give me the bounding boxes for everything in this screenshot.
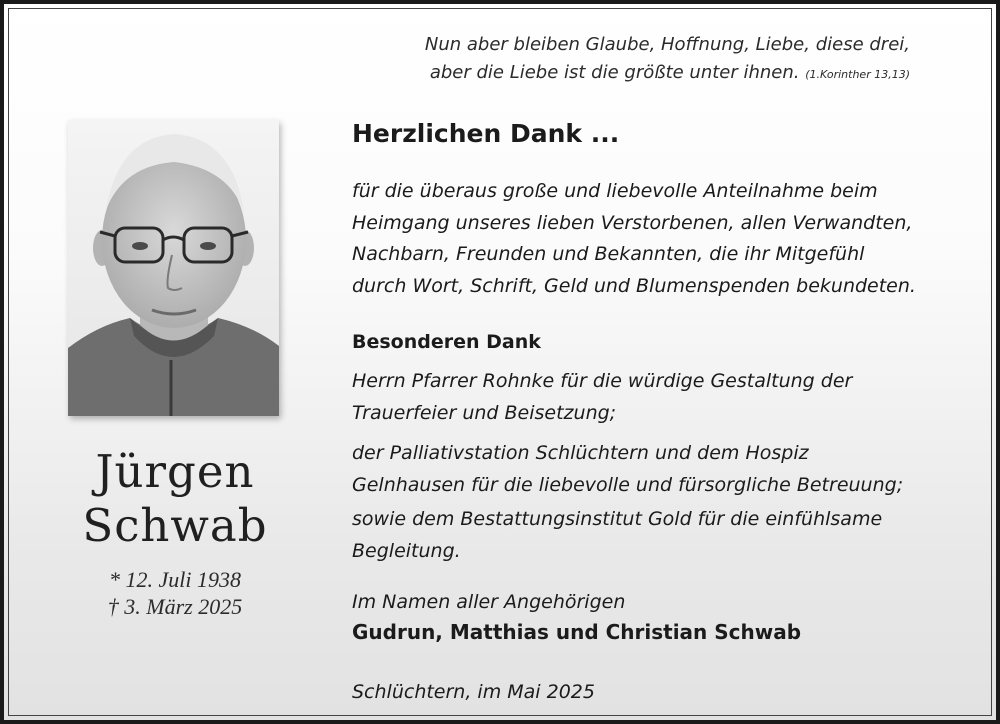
- death-date: † 3. März 2025: [107, 594, 243, 619]
- portrait-photo: [68, 120, 279, 416]
- signature-intro: Im Namen aller Angehörigen: [352, 591, 626, 613]
- last-name: Schwab: [82, 499, 268, 552]
- family-names: Gudrun, Matthias und Christian Schwab: [352, 620, 802, 644]
- quote-line-1: Nun aber bleiben Glaube, Hoffnung, Liebe, diese drei,: [424, 34, 910, 55]
- special-thanks-title: Besonderen Dank: [352, 331, 541, 353]
- thanks-line: Trauerfeier und Beisetzung;: [352, 401, 617, 424]
- thanks-line: Gelnhausen für die liebevolle und fürsorgliche Betreuung;: [352, 473, 904, 496]
- birth-date: * 12. Juli 1938: [109, 567, 241, 592]
- thanks-line: Herrn Pfarrer Rohnke für die würdige Gestaltung der: [352, 370, 853, 392]
- intro-paragraph: [352, 176, 916, 302]
- bible-quote: [425, 31, 910, 89]
- quote-line-2: [425, 59, 910, 89]
- first-name: Jürgen: [95, 445, 255, 498]
- thanks-item-hospice: [352, 438, 903, 501]
- quote-reference: (1.Korinther 13,13): [805, 68, 910, 81]
- intro-line: für die überaus große und liebevolle Anteilnahme beim: [352, 180, 878, 202]
- thanks-line: der Palliativstation Schlüchtern und dem Hospiz: [352, 442, 809, 464]
- intro-line: Nachbarn, Freunden und Bekannten, die ihr Mitgefühl: [352, 243, 865, 265]
- thanks-heading: Herzlichen Dank ...: [352, 119, 620, 148]
- portrait-image: [68, 120, 279, 416]
- thanks-line: Begleitung.: [352, 539, 461, 562]
- intro-line: durch Wort, Schrift, Geld und Blumenspenden bekundeten.: [352, 274, 916, 297]
- intro-line: Heimgang unseres lieben Verstorbenen, allen Verwandten,: [352, 211, 913, 234]
- thanks-item-funeral-home: [352, 504, 882, 567]
- thanks-line: sowie dem Bestattungsinstitut Gold für die einfühlsame: [352, 508, 883, 530]
- thanks-item-pastor: [352, 366, 852, 429]
- quote-line-2-text: aber die Liebe ist die größte unter ihnen.: [429, 62, 800, 83]
- place-and-date: Schlüchtern, im Mai 2025: [352, 681, 595, 703]
